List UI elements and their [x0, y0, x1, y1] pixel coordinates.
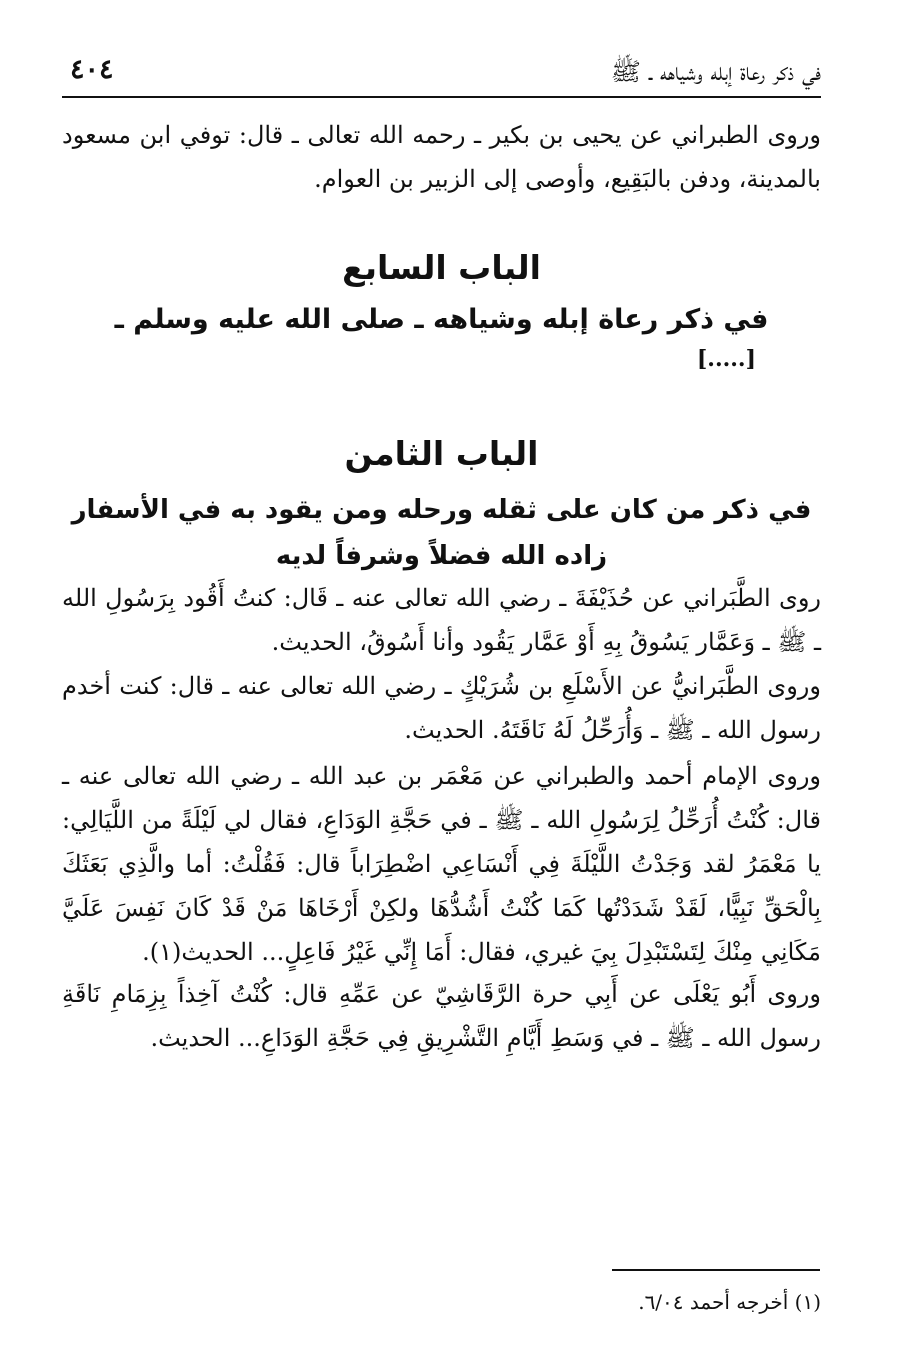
omission-marker: [.....]: [696, 346, 756, 372]
page-number: ٤٠٤: [70, 54, 114, 85]
paragraph-aslaa: وروى الطَّبَرانيُّ عن الأَسْلَعِ بن شُرَيْكٍ ـ رضي الله تعالى عنه ـ قال: كنت أخدم رسول الله ـ ﷺ ـ وَأُرَحِّلُ لَهُ نَاقَتَهُ. الحديث.: [62, 672, 821, 744]
paragraph-abu-hurra: وروى أَبُو يَعْلَى عن أَبِي حرة الرَّقَاشِيّ عن عَمِّهِ قال: كُنْتُ آخِذاً بِزِمَامِ نَاقَةِ رسول الله ـ ﷺ ـ في وَسَطِ أَيَّامِ التَّشْرِيقِ فِي حَجَّةِ الوَدَاعِ... الحديث.: [62, 980, 821, 1052]
footnote: (١) أخرجه أحمد ٦/٠٤.: [638, 1290, 821, 1314]
paragraph-hudhayfa: روى الطَّبَراني عن حُذَيْفَةَ ـ رضي الله تعالى عنه ـ قَال: كنتُ أَقُود بِرَسُولِ الله ـ ﷺ ـ وَعَمَّار يَسُوقُ بِهِ أَوْ عَمَّار يَقُود وأنا أَسُوقُ، الحديث.: [62, 584, 821, 656]
running-header: [62, 52, 821, 98]
chapter-7-title: الباب السابع: [342, 248, 541, 287]
running-title: في ذكر رعاة إبله وشياهه ـ ﷺ: [610, 57, 821, 86]
paragraph-ibn-masud-burial: وروى الطبراني عن يحيى بن بكير ـ رحمه الله تعالى ـ قال: توفي ابن مسعود بالمدينة، ودفن بالبَقِيع، وأوصى إلى الزبير بن العوام.: [62, 121, 821, 193]
chapter-7-subtitle: في ذكر رعاة إبله وشياهه ـ صلى الله عليه وسلم ـ: [114, 304, 769, 335]
paragraph-mamar: وروى الإمام أحمد والطبراني عن مَعْمَر بن عبد الله ـ رضي الله تعالى عنه ـ قال: كُنْتُ أُرَحِّلُ لِرَسُولِ الله ـ ﷺ ـ في حَجَّةِ الوَدَاعِ، فقال لي لَيْلَةً من اللَّيَالِي: يا مَعْمَرُ لقد وَجَدْتُ اللَّيْلَةَ فِي أَنْسَاعِي اضْطِرَاباً قال: فَقُلْتُ: أما والَّذِي بَعَثَكَ بِالْحَقِّ نَبِيًّا، لَقَدْ شَدَدْتُها كَمَا كُنْتُ أَشُدُّهَا ولكِنْ أَرْخَاهَا مَنْ قَدْ كَانَ نَفِسَ عَلَيَّ مَكَانِي مِنْكَ لِتَسْتَبْدِلَ بِيَ غيري، فقال: أَمَا إِنِّي غَيْرُ فَاعِلٍ... الحديث(١).: [62, 762, 821, 966]
chapter-8-subtitle: في ذكر من كان على ثقله ورحله ومن يقود به في الأسفار زاده الله فضلاً وشرفاً لديه: [71, 495, 812, 571]
chapter-8-title: الباب الثامن: [344, 434, 539, 473]
footnote-divider: [612, 1269, 820, 1271]
